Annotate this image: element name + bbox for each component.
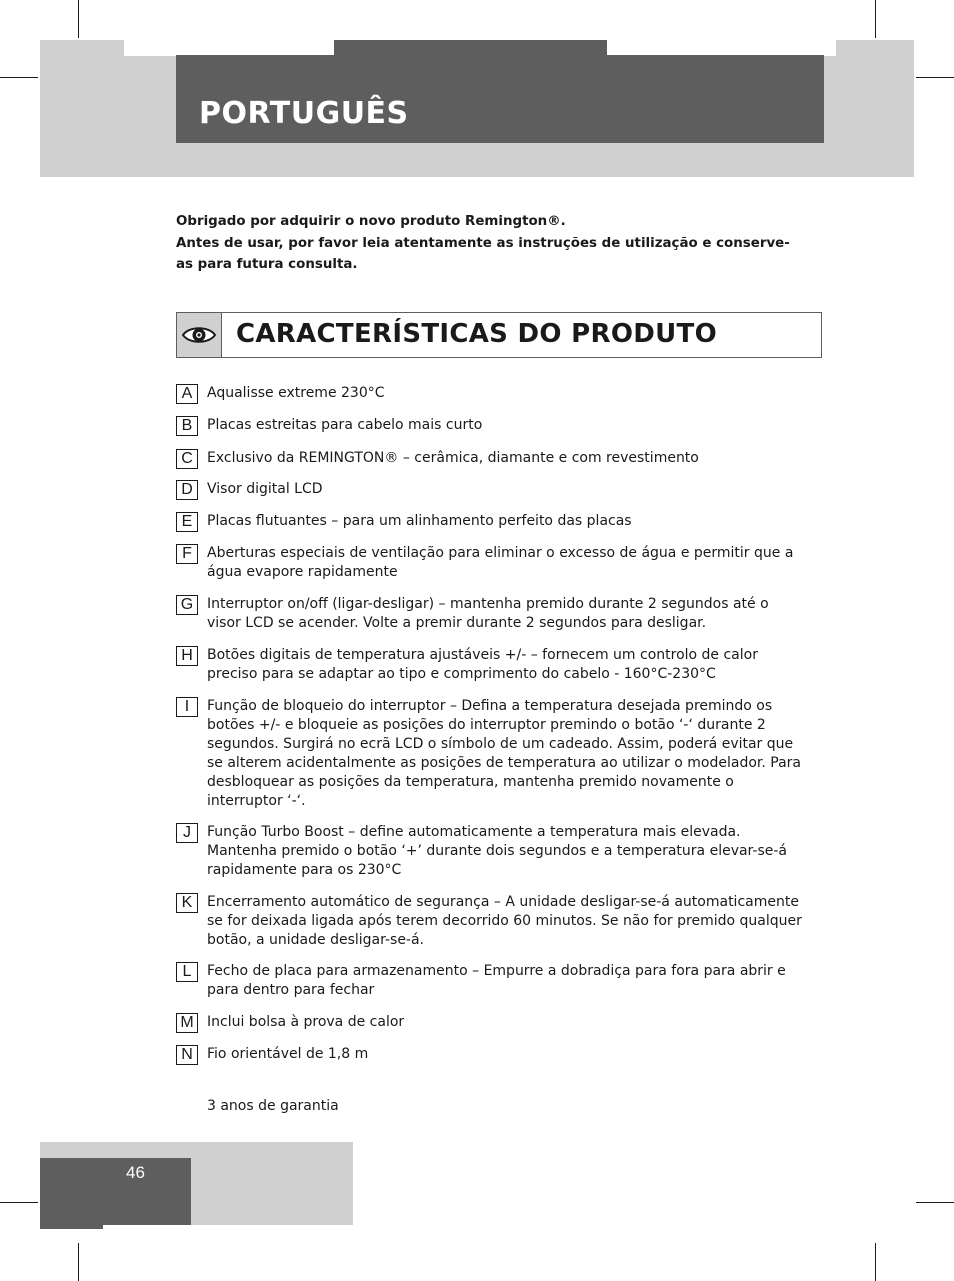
feature-text: Encerramento automático de segurança – A unidade desligar-se-á automaticamente se for deixada ligada após terem decorrido 60 minutos. Se não for premido qualquer botão, a unidade desligar-se-á.: [207, 894, 802, 948]
feature-text: Aberturas especiais de ventilação para eliminar o excesso de água e permitir que a água evapore rapidamente: [207, 545, 794, 580]
header-tab: [124, 40, 334, 56]
feature-text: Visor digital LCD: [207, 481, 323, 497]
feature-text: Interruptor on/off (ligar-desligar) – mantenha premido durante 2 segundos até o visor LCD se acender. Volte a premir durante 2 segundos para desligar.: [207, 596, 769, 631]
crop-mark: [78, 0, 79, 38]
feature-letter: C: [176, 449, 198, 469]
feature-letter: I: [176, 697, 198, 717]
page-number: 46: [126, 1163, 145, 1182]
crop-mark: [875, 0, 876, 38]
crop-mark: [916, 1202, 954, 1203]
feature-letter: B: [176, 416, 198, 436]
warranty-text: 3 anos de garantia: [207, 1098, 339, 1114]
feature-letter: E: [176, 512, 198, 532]
feature-letter: J: [176, 823, 198, 843]
feature-letter: G: [176, 595, 198, 615]
header-tab-dark: [334, 40, 607, 56]
feature-text: Placas estreitas para cabelo mais curto: [207, 417, 483, 433]
feature-letter: D: [176, 480, 198, 500]
header-tab: [607, 40, 836, 56]
feature-letter: M: [176, 1013, 198, 1033]
feature-letter: A: [176, 384, 198, 404]
section-heading: [176, 312, 822, 358]
feature-letter: H: [176, 646, 198, 666]
feature-text: Função Turbo Boost – define automaticamente a temperatura mais elevada. Mantenha premido o botão ‘+’ durante dois segundos e a temperatura elevar-se-á rapidamente para os 230°C: [207, 824, 788, 878]
feature-text: Fecho de placa para armazenamento – Empurre a dobradiça para fora para abrir e para dentro para fechar: [207, 963, 786, 998]
crop-mark: [78, 1243, 79, 1281]
feature-letter: L: [176, 962, 198, 982]
feature-letter: F: [176, 544, 198, 564]
crop-mark: [916, 77, 954, 78]
feature-text: Exclusivo da REMINGTON® – cerâmica, diamante e com revestimento: [207, 450, 699, 466]
feature-text: Função de bloqueio do interruptor – Defina a temperatura desejada premindo os botões +/- e bloqueie as posições do interruptor premindo o botão ‘-‘ durante 2 segundos. Surgirá no ecrã LCD o símbolo de um cadeado. Assim, poderá evitar que se alterem acidentalmente as posições de temperatura ao utilizar o modelador. Para desbloquear as posições da temperatura, mantenha premido novamente o interruptor ‘-‘.: [207, 698, 802, 809]
feature-text: Placas flutuantes – para um alinhamento perfeito das placas: [207, 513, 632, 529]
feature-text: Aqualisse extreme 230°C: [207, 385, 385, 401]
section-title: CARACTERÍSTICAS DO PRODUTO: [236, 319, 717, 349]
intro-line-instructions: Antes de usar, por favor leia atentamente as instruções de utilização e conserve-as para futura consulta.: [176, 235, 790, 272]
footer-page-tab: [40, 1158, 191, 1225]
feature-letter: N: [176, 1045, 198, 1065]
section-icon-cell: [177, 313, 222, 357]
feature-text: Inclui bolsa à prova de calor: [207, 1014, 405, 1030]
crop-mark: [0, 77, 38, 78]
feature-text: Botões digitais de temperatura ajustáveis +/- – fornecem um controlo de calor preciso para se adaptar ao tipo e comprimento do cabelo - 160°C-230°C: [207, 647, 758, 682]
page-title: PORTUGUÊS: [199, 96, 409, 131]
crop-mark: [875, 1243, 876, 1281]
crop-mark: [0, 1202, 38, 1203]
feature-text: Fio orientável de 1,8 m: [207, 1046, 369, 1062]
eye-icon: [181, 323, 217, 347]
feature-letter: K: [176, 893, 198, 913]
intro-line-thanks: Obrigado por adquirir o novo produto Remington®.: [176, 214, 566, 229]
footer-page-tab-edge: [40, 1225, 103, 1229]
intro-text: [176, 211, 796, 276]
